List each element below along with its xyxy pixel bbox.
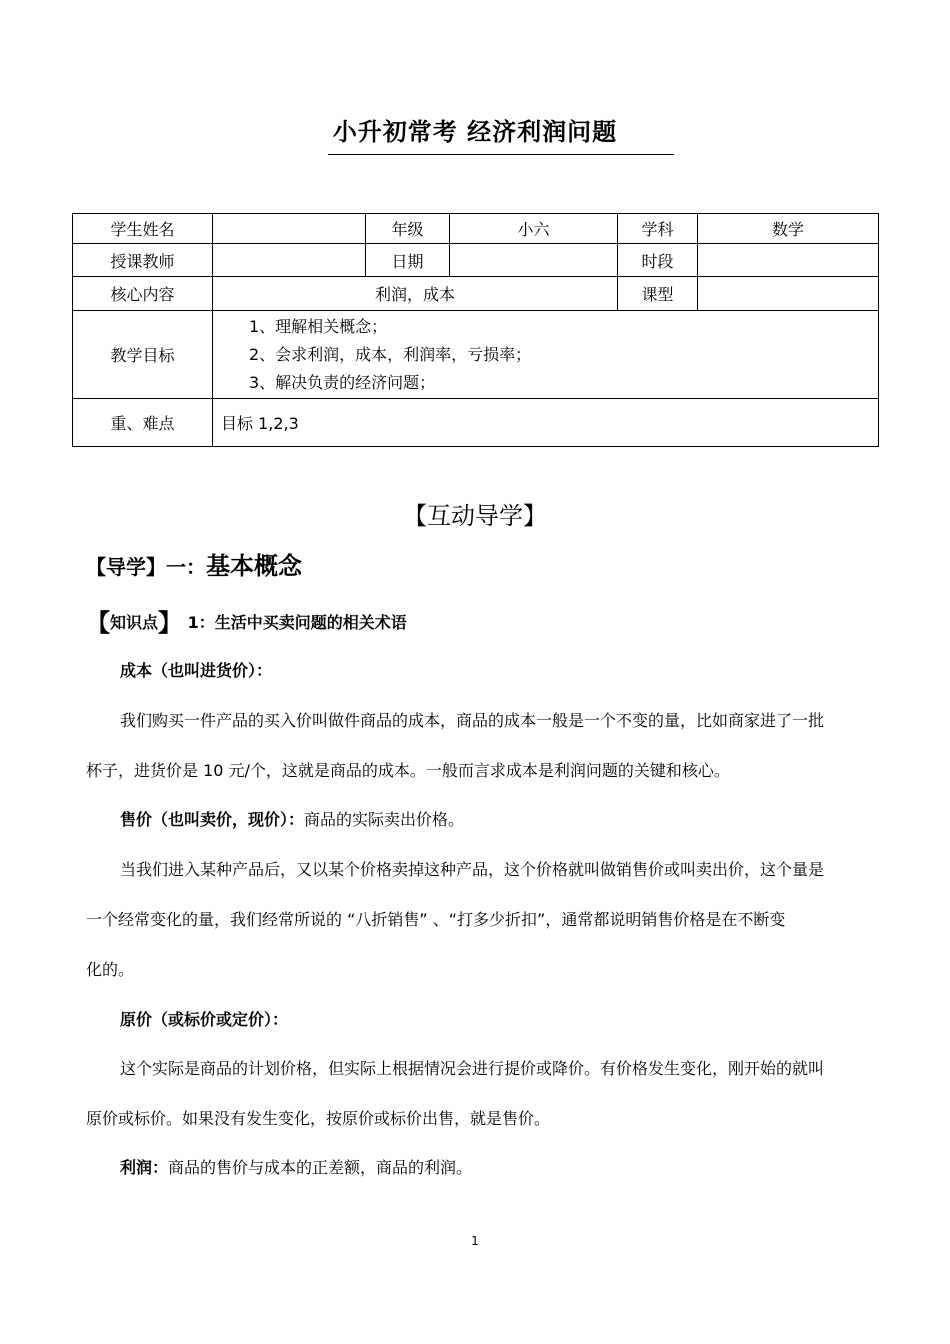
original-paragraph-line: 原价或标价。如果没有发生变化，按原价或标价出售，就是售价。 (86, 1109, 551, 1128)
profit-definition: 利润：商品的售价与成本的正差额，商品的利润。 (120, 1158, 473, 1177)
knowledge-text: 1：生活中买卖问题的相关术语 (187, 613, 407, 632)
student-name-value (213, 214, 366, 244)
table-row (73, 399, 879, 447)
guide-title: 基本概念 (206, 552, 302, 580)
knowledge-point-heading (86, 603, 407, 638)
table-row (73, 311, 879, 399)
section-heading: 【互动导学】 (403, 502, 547, 530)
student-name-label: 学生姓名 (73, 214, 213, 244)
goal-item: 1、理解相关概念； (249, 316, 388, 336)
lesson-type-label: 课型 (618, 277, 698, 311)
cost-paragraph-line: 我们购买一件产品的买入价叫做件商品的成本，商品的成本一般是一个不变的量，比如商家进了一批 (120, 711, 825, 730)
cost-paragraph-line: 杯子，进货价是 10 元/个，这就是商品的成本。一般而言求成本是利润问题的关键和核心。 (86, 761, 730, 780)
teaching-goals-label: 教学目标 (73, 311, 213, 399)
sale-paragraph-line: 当我们进入某种产品后，又以某个价格卖掉这种产品，这个价格就叫做销售价或叫卖出价，这个量是 (120, 860, 825, 879)
original-paragraph-line: 这个实际是商品的计划价格，但实际上根据情况会进行提价或降价。有价格发生变化，刚开始的就叫 (120, 1059, 825, 1078)
date-label: 日期 (366, 244, 450, 277)
lesson-info-table (72, 213, 879, 447)
grade-value: 小六 (450, 214, 618, 244)
page-number: 1 (471, 1234, 479, 1248)
sale-paragraph-line: 一个经常变化的量，我们经常所说的 “八折销售” 、“打多少折扣”，通常都说明销售价格是在不断变 (86, 910, 786, 929)
knowledge-bracket-close: 】 (158, 609, 183, 637)
knowledge-label: 知识点 (110, 613, 159, 632)
teacher-label: 授课教师 (73, 244, 213, 277)
period-label: 时段 (618, 244, 698, 277)
teaching-goals-list (213, 311, 879, 399)
period-value (698, 244, 879, 277)
teacher-value (213, 244, 366, 277)
core-content-label: 核心内容 (73, 277, 213, 311)
goal-item: 3、解决负责的经济问题； (249, 372, 436, 392)
document-title: 小升初常考 经济利润问题 (332, 118, 618, 146)
key-points-value: 目标 1,2,3 (213, 399, 879, 447)
date-value (450, 244, 618, 277)
title-underline (328, 154, 674, 155)
cost-heading: 成本（也叫进货价）： (120, 661, 273, 680)
guide-prefix: 【导学】一： (86, 555, 206, 579)
subject-label: 学科 (618, 214, 698, 244)
original-price-heading: 原价（或标价或定价）： (120, 1010, 289, 1029)
lesson-type-value (698, 277, 879, 311)
grade-label: 年级 (366, 214, 450, 244)
subject-value: 数学 (698, 214, 879, 244)
goal-item: 2、会求利润，成本，利润率，亏损率； (249, 344, 532, 364)
sale-price-definition: 售价（也叫卖价，现价）：商品的实际卖出价格。 (120, 810, 465, 829)
table-row (73, 244, 879, 277)
key-points-label: 重、难点 (73, 399, 213, 447)
table-row (73, 277, 879, 311)
guide-heading (86, 546, 302, 581)
table-row (73, 214, 879, 244)
sale-paragraph-line: 化的。 (86, 960, 135, 979)
core-content-value: 利润，成本 (213, 277, 618, 311)
knowledge-bracket-open: 【 (86, 609, 110, 637)
